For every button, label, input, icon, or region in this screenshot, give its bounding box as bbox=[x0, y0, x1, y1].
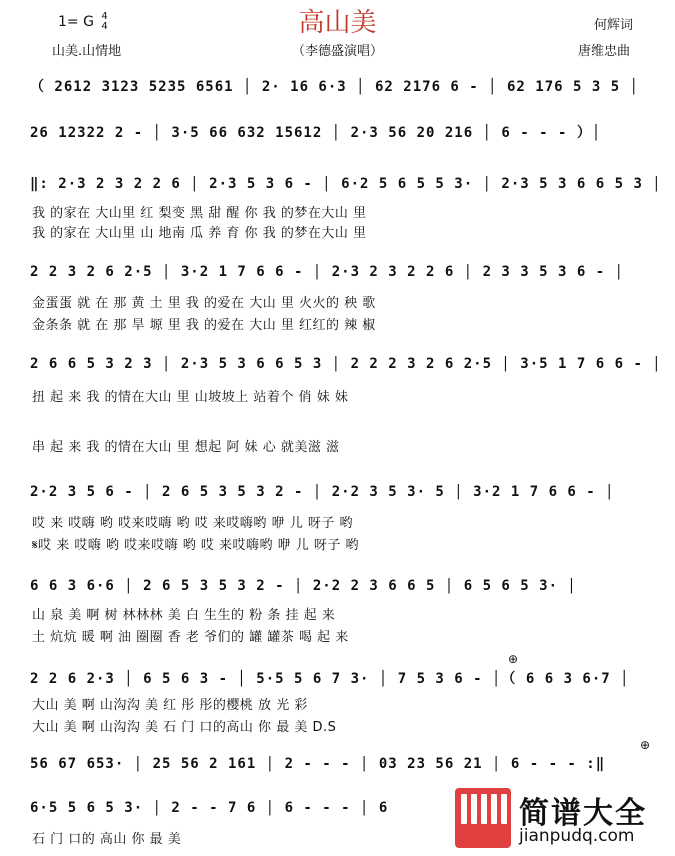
lyric-verse-2: 大山 美 啊 山沟沟 美 石 门 口的高山 你 最 美 D.S bbox=[32, 720, 337, 735]
lyric-verse-1: 大山 美 啊 山沟沟 美 红 彤 彤的樱桃 放 光 彩 bbox=[32, 698, 308, 713]
notation-line: 2 6 6 5 3 2 3 │ 2·3 5 3 6 6 5 3 │ 2 2 2 3 2 6 2·5 │ 3·5 1 7 6 6 - │ bbox=[30, 356, 662, 372]
piano-keys-icon bbox=[455, 788, 511, 848]
lyric-verse-1: 石 门 口的 高山 你 最 美 bbox=[32, 832, 182, 847]
lyric-verse-1: 我 的家在 大山里 红 梨变 黑 甜 醒 你 我 的梦在大山 里 bbox=[32, 206, 367, 221]
lyric-verse-2: 串 起 来 我 的情在大山 里 想起 阿 妹 心 就美滋 滋 bbox=[32, 440, 340, 455]
lyric-verse-1: 金蛋蛋 就 在 那 黄 土 里 我 的爱在 大山 里 火火的 秧 歌 bbox=[32, 296, 376, 311]
watermark-brand: 简谱大全 bbox=[519, 796, 647, 831]
lyric-verse-2: 金条条 就 在 那 旱 塬 里 我 的爱在 大山 里 红红的 辣 椒 bbox=[32, 318, 376, 333]
lyric-verse-1: 山 泉 美 啊 树 林林林 美 白 生生的 粉 条 挂 起 来 bbox=[32, 608, 336, 623]
coda-marker-end: ⊕ bbox=[640, 738, 651, 752]
notation-line: 2 2 3 2 6 2·5 │ 3·2 1 7 6 6 - │ 2·3 2 3 2 2 6 │ 2 3 3 5 3 6 - │ bbox=[30, 264, 625, 280]
composer-credit: 唐维忠曲 bbox=[578, 44, 631, 59]
key-signature bbox=[58, 12, 108, 32]
coda-marker: ⊕ bbox=[508, 652, 519, 666]
notation-line: 6·5 5 6 5 3· │ 2 - - 7 6 │ 6 - - - │ 6 bbox=[30, 800, 389, 816]
lyricist-credit: 何辉词 bbox=[594, 18, 634, 33]
notation-line: 2 2 6 2·3 │ 6 5 6 3 - │ 5·5 5 6 7 3· │ 7 5 3 6 - │（ 6 6 3 6·7 │ bbox=[30, 671, 630, 687]
song-title: 高山美 bbox=[298, 8, 377, 38]
watermark-logo bbox=[455, 786, 670, 852]
notation-line: （ 2612 3123 5235 6561 │ 2· 16 6·3 │ 62 2176 6 - │ 62 176 5 3 5 │ bbox=[30, 79, 640, 95]
notation-line: 6 6 3 6·6 │ 2 6 5 3 5 3 2 - │ 2·2 2 3 6 6 5 │ 6 5 6 5 3· │ bbox=[30, 578, 577, 594]
lyric-verse-2: 𝄋哎 来 哎嗨 哟 哎来哎嗨 哟 哎 来哎嗨哟 咿 儿 呀子 哟 bbox=[32, 538, 360, 553]
time-bottom: 4 bbox=[101, 21, 108, 32]
lyric-verse-2: 我 的家在 大山里 山 地南 瓜 养 育 你 我 的梦在大山 里 bbox=[32, 226, 367, 241]
time-signature bbox=[101, 12, 107, 32]
key-label: 1= G bbox=[58, 14, 94, 30]
singer-credit: （李德盛演唱） bbox=[291, 44, 383, 59]
watermark-url: jianpudq.com bbox=[519, 826, 635, 846]
subtitle: 山美.山情地 bbox=[52, 44, 122, 59]
notation-line: 56 67 653· │ 25 56 2 161 │ 2 - - - │ 03 23 56 21 │ 6 - - - :‖ bbox=[30, 756, 606, 772]
notation-line: 26 12322 2 - │ 3·5 66 632 15612 │ 2·3 56 20 216 │ 6 - - - ）│ bbox=[30, 125, 602, 141]
lyric-verse-1: 扭 起 来 我 的情在大山 里 山坡坡上 站着个 俏 妹 妹 bbox=[32, 390, 349, 405]
lyric-verse-2: 土 炕炕 暖 啊 油 圈圈 香 老 爷们的 罐 罐茶 喝 起 来 bbox=[32, 630, 349, 645]
lyric-verse-1: 哎 来 哎嗨 哟 哎来哎嗨 哟 哎 来哎嗨哟 咿 儿 呀子 哟 bbox=[32, 516, 353, 531]
notation-line: 2·2 3 5 6 - │ 2 6 5 3 5 3 2 - │ 2·2 3 5 3· 5 │ 3·2 1 7 6 6 - │ bbox=[30, 484, 615, 500]
time-top: 4 bbox=[101, 11, 108, 22]
notation-line: ‖: 2·3 2 3 2 2 6 │ 2·3 5 3 6 - │ 6·2 5 6 5 5 3· │ 2·3 5 3 6 6 5 3 │ bbox=[30, 176, 662, 192]
